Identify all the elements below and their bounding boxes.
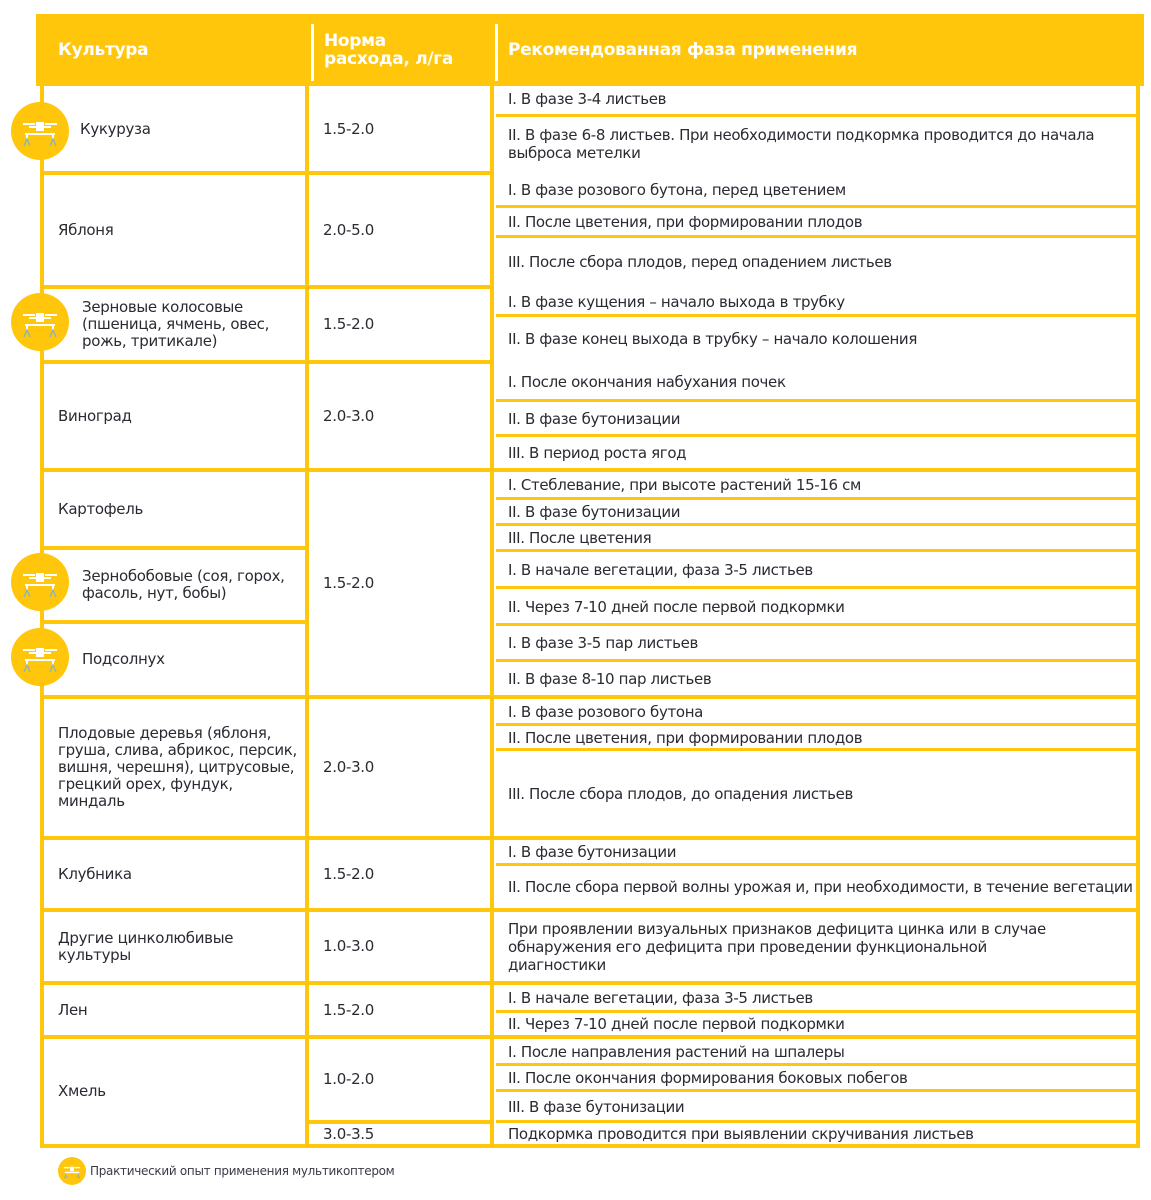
phase-cell: II. Через 7-10 дней после первой подкормки xyxy=(496,1010,1136,1035)
phase-cell: II. После цветения, при формировании плодов xyxy=(496,205,1136,235)
phase-cell: II. В фазе 8-10 пар листьев xyxy=(496,659,1136,695)
crop-cell: Виноград xyxy=(58,406,132,425)
phase-cell: I. В фазе 3-4 листьев xyxy=(508,90,667,108)
phase-cell: I. В фазе 3-5 пар листьев xyxy=(496,623,1136,660)
header-rate-line1: Норма xyxy=(324,31,386,51)
header-rate-line2: расхода, л/га xyxy=(324,49,454,69)
rate-cell: 1.5-2.0 xyxy=(323,864,375,883)
phase-cell: III. В фазе бутонизации xyxy=(496,1089,1136,1121)
phase-cell: Подкормка проводится при выявлении скручивания листьев xyxy=(496,1120,1136,1144)
phase-cell: I. В фазе кущения – начало выхода в трубку xyxy=(508,293,845,311)
table-header xyxy=(36,14,1144,86)
crop-cell: Зерновые колосовые (пшеница, ячмень, овес, рожь, тритикале) xyxy=(82,298,270,350)
crop-cell: Яблоня xyxy=(58,220,114,239)
column-divider xyxy=(490,84,494,1146)
crop-cell: Картофель xyxy=(58,499,144,518)
phase-cell: I. В фазе розового бутона xyxy=(508,702,703,721)
crop-cell: Зернобобовые (соя, горох, фасоль, нут, бобы) xyxy=(82,567,285,602)
column-divider xyxy=(305,84,309,1146)
crop-cell: Кукуруза xyxy=(80,120,151,138)
crop-cell: Плодовые деревья (яблоня, груша, слива, абрикос, персик, вишня, черешня), цитрусовые, грецкий орех, фундук, миндаль xyxy=(58,724,297,810)
crop-cell: Подсолнух xyxy=(82,650,165,668)
rate-cell: 1.5-2.0 xyxy=(323,574,375,592)
drone-icon xyxy=(11,553,69,611)
drone-icon xyxy=(11,628,69,686)
legend xyxy=(58,1157,394,1185)
rate-cell: 2.0-3.0 xyxy=(323,758,375,776)
drone-icon xyxy=(58,1157,86,1185)
rate-cell: 2.0-3.0 xyxy=(323,406,375,425)
rate-cell: 1.5-2.0 xyxy=(323,120,375,138)
phase-cell: I. После окончания набухания почек xyxy=(508,373,786,391)
phase-cell: II. В фазе 6-8 листьев. При необходимости подкормка проводится до начала выброса метелки xyxy=(496,114,1136,171)
phase-cell: II. Через 7-10 дней после первой подкормки xyxy=(496,586,1136,624)
phase-cell: II. После сбора первой волны урожая и, при необходимости, в течение вегетации xyxy=(496,863,1136,908)
phase-cell: II. После окончания формирования боковых побегов xyxy=(496,1063,1136,1090)
legend-text: Практический опыт применения мультикоптером xyxy=(90,1164,395,1178)
phase-cell: I. В фазе розового бутона, перед цветением xyxy=(508,181,846,199)
header-rate xyxy=(324,14,494,86)
phase-cell: I. В начале вегетации, фаза 3-5 листьев xyxy=(508,989,813,1007)
phase-cell: I. В фазе бутонизации xyxy=(508,843,677,861)
phase-cell: III. В период роста ягод xyxy=(496,434,1136,468)
rate-cell: 1.5-2.0 xyxy=(323,315,375,333)
phase-cell: II. В фазе бутонизации xyxy=(496,497,1136,524)
crop-cell: Лен xyxy=(58,1000,88,1019)
phase-cell: III. После сбора плодов, до опадения листьев xyxy=(496,748,1136,836)
drone-icon xyxy=(11,102,69,160)
phase-cell: II. После цветения, при формировании плодов xyxy=(496,723,1136,749)
rate-cell: 1.0-3.0 xyxy=(323,937,375,955)
rate-cell: 1.5-2.0 xyxy=(323,1000,375,1019)
phase-cell: I. В начале вегетации, фаза 3-5 листьев xyxy=(496,549,1136,587)
phase-cell: При проявлении визуальных признаков дефицита цинка или в случае обнаружения его дефицита при проведении функциональной диагностики xyxy=(508,919,1046,974)
rate-cell: 3.0-3.5 xyxy=(323,1124,375,1143)
phase-cell: I. Стеблевание, при высоте растений 15-16 см xyxy=(508,476,862,494)
crop-cell: Другие цинколюбивые культуры xyxy=(58,928,234,964)
header-crop: Культура xyxy=(58,40,149,60)
phase-cell: II. В фазе бутонизации xyxy=(496,399,1136,435)
crop-cell: Хмель xyxy=(58,1082,106,1100)
phase-cell: I. После направления растений на шпалеры xyxy=(508,1042,845,1061)
header-divider xyxy=(495,24,498,81)
rate-cell: 1.0-2.0 xyxy=(323,1070,375,1088)
phase-cell: III. После цветения xyxy=(496,523,1136,550)
rate-cell: 2.0-5.0 xyxy=(323,220,375,239)
header-phase: Рекомендованная фаза применения xyxy=(508,40,858,60)
drone-icon xyxy=(11,293,69,351)
header-divider xyxy=(311,24,314,81)
crop-cell: Клубника xyxy=(58,864,132,883)
phase-cell: II. В фазе конец выхода в трубку – начало колошения xyxy=(496,314,1136,360)
phase-cell: III. После сбора плодов, перед опадением листьев xyxy=(496,235,1136,285)
